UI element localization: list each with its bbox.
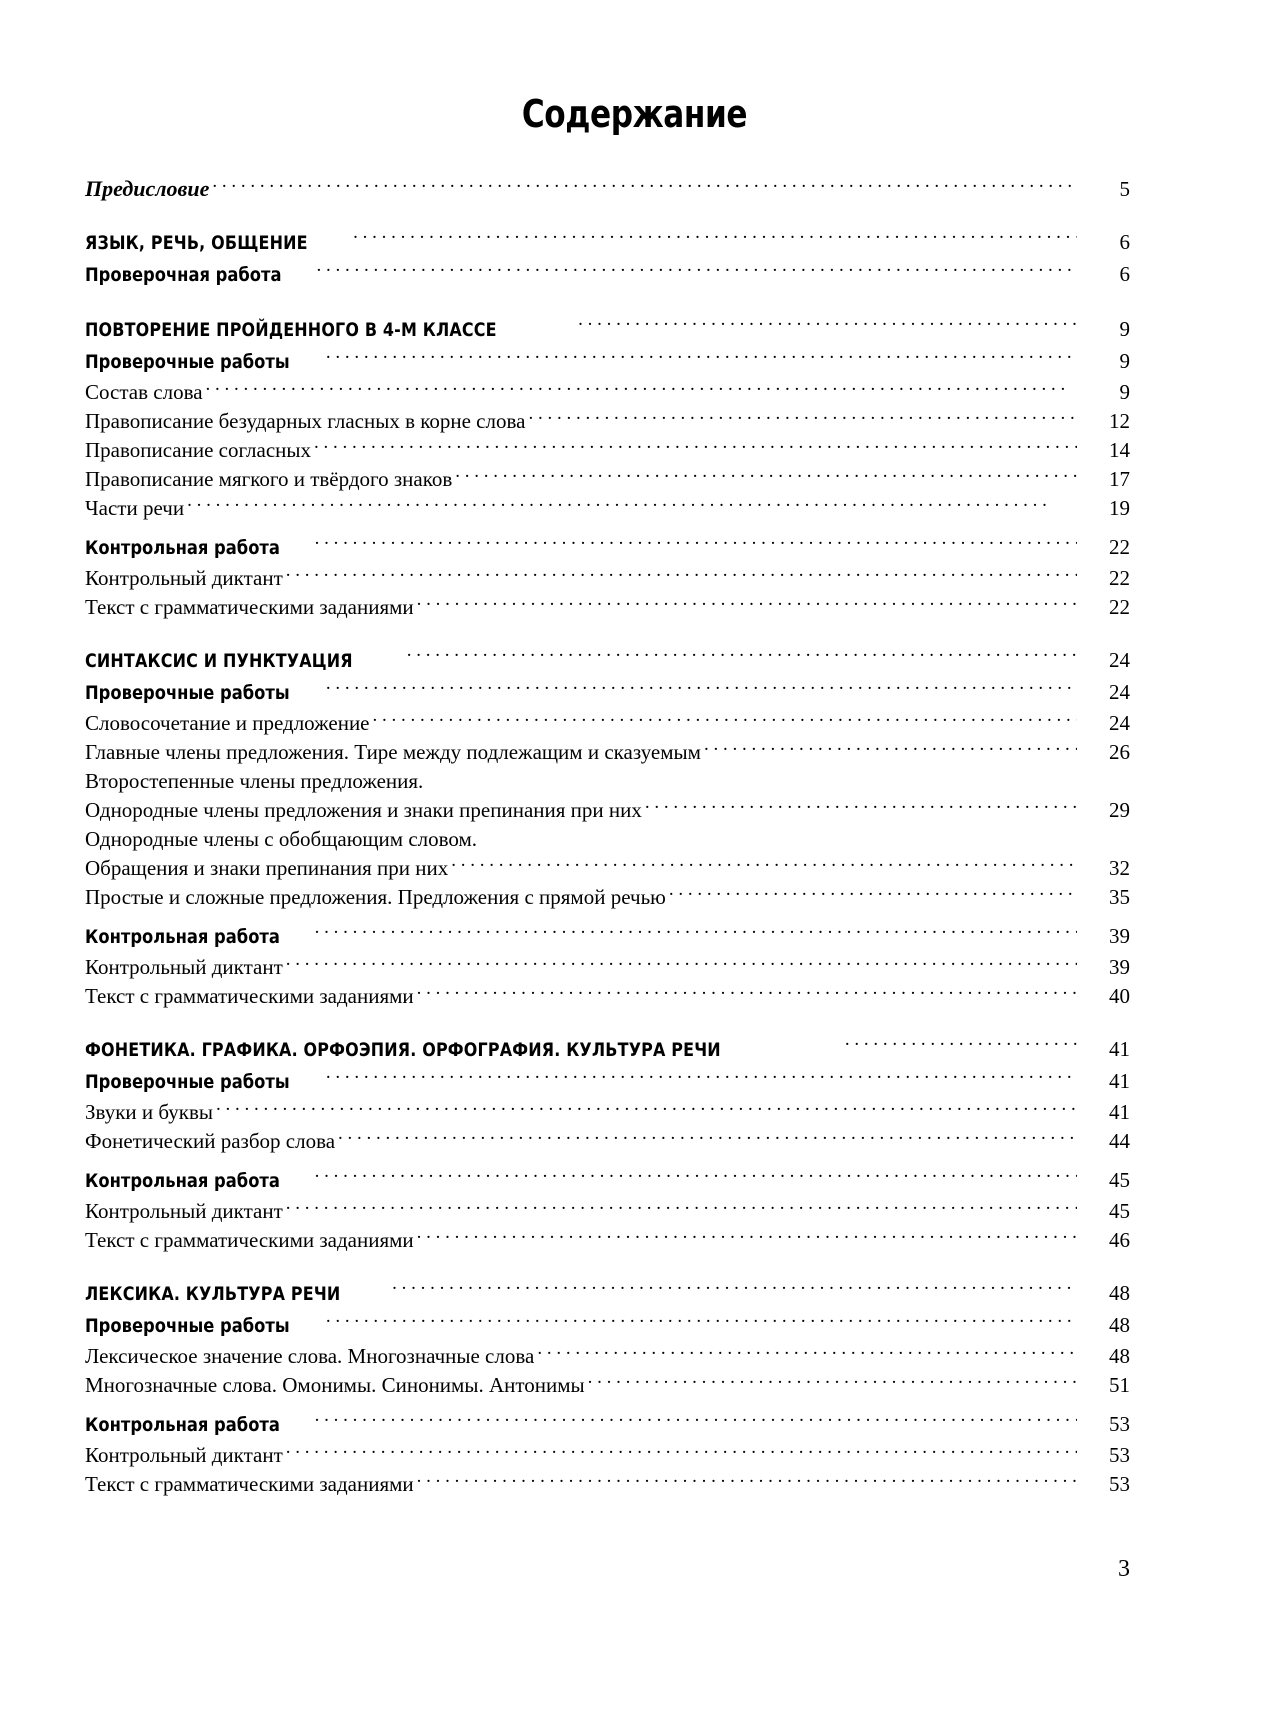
toc-entry-page-number: 41 (1109, 1069, 1130, 1093)
toc-row[interactable] (85, 532, 1130, 564)
toc-row[interactable] (85, 709, 1130, 738)
toc-row[interactable] (85, 644, 1130, 677)
toc-entry-page-number: 35 (1109, 885, 1130, 909)
toc-row[interactable] (85, 465, 1130, 494)
dot-leader (212, 180, 1077, 196)
dot-leader (588, 1376, 1077, 1392)
toc-row[interactable] (85, 226, 1130, 259)
dot-leader (392, 1284, 1077, 1300)
dot-leader (286, 958, 1077, 974)
toc-entry-label: Контрольная работа (85, 926, 280, 948)
dot-leader (326, 352, 1077, 368)
dot-leader (578, 320, 1077, 336)
dot-leader (326, 1072, 1077, 1088)
toc-entry-page-number: 53 (1109, 1472, 1130, 1496)
toc-entry-label: Правописание мягкого и твёрдого знаков (85, 467, 453, 491)
toc-entry-label: Однородные члены предложения и знаки препинания при них (85, 798, 642, 822)
toc-entry-label: Правописание безударных гласных в корне слова (85, 409, 526, 433)
section-spacer (85, 204, 1130, 226)
toc-entry-label: СИНТАКСИС И ПУНКТУАЦИЯ (85, 650, 353, 672)
dot-leader (286, 1202, 1077, 1218)
toc-entry-label: Контрольная работа (85, 1170, 280, 1192)
toc-entry-page-number: 51 (1109, 1373, 1130, 1397)
toc-entry-page-number: 29 (1109, 798, 1130, 822)
toc-entry-page-number: 24 (1109, 680, 1130, 704)
toc-entry-label: Контрольная работа (85, 1414, 280, 1436)
dot-leader (417, 1231, 1077, 1247)
toc-row[interactable] (85, 593, 1130, 622)
toc-entry-page-number: 41 (1109, 1037, 1130, 1061)
section-spacer (85, 291, 1130, 313)
section-spacer (85, 523, 1130, 532)
toc-row[interactable] (85, 1033, 1130, 1066)
toc-row[interactable] (85, 436, 1130, 465)
toc-row[interactable] (85, 1066, 1130, 1098)
toc-entry-page-number: 9 (1119, 380, 1130, 404)
toc-entry-page-number: 48 (1109, 1313, 1130, 1337)
dot-leader (528, 412, 1077, 428)
toc-row[interactable] (85, 346, 1130, 378)
toc-entry-page-number: 6 (1119, 230, 1130, 254)
section-spacer (85, 1156, 1130, 1165)
toc-entry-label: ПОВТОРЕНИЕ ПРОЙДЕННОГО В 4-М КЛАССЕ (85, 319, 497, 341)
toc-row[interactable] (85, 174, 1130, 204)
toc-entry-page-number: 32 (1109, 856, 1130, 880)
dot-leader (315, 538, 1077, 554)
toc-entry-page-number: 44 (1109, 1129, 1130, 1153)
section-spacer (85, 622, 1130, 644)
toc-row[interactable] (85, 796, 1130, 825)
toc-row[interactable] (85, 407, 1130, 436)
toc-entry-label: ЛЕКСИКА. КУЛЬТУРА РЕЧИ (85, 1283, 341, 1305)
section-spacer (85, 912, 1130, 921)
toc-entry-label: Текст с грамматическими заданиями (85, 595, 414, 619)
toc-entry-label: Многозначные слова. Омонимы. Синонимы. Антонимы (85, 1373, 585, 1397)
dot-leader (417, 598, 1077, 614)
toc-row[interactable] (85, 1409, 1130, 1441)
toc-entry-page-number: 24 (1109, 648, 1130, 672)
toc-entry-page-number: 41 (1109, 1100, 1130, 1124)
toc-row[interactable] (85, 1165, 1130, 1197)
toc-row[interactable] (85, 494, 1130, 523)
toc-entry-page-number: 53 (1109, 1443, 1130, 1467)
toc-entry-page-number: 26 (1109, 740, 1130, 764)
toc-continuation-line: Однородные члены с обобщающим словом. (85, 827, 478, 851)
dot-leader (353, 233, 1077, 249)
dot-leader (187, 499, 1077, 515)
toc-entry-label: Контрольный диктант (85, 955, 283, 979)
dot-leader (669, 888, 1077, 904)
toc-entry-page-number: 39 (1109, 924, 1130, 948)
table-of-contents (85, 174, 1130, 1499)
toc-entry-page-number: 6 (1119, 262, 1130, 286)
toc-row[interactable] (85, 1441, 1130, 1470)
toc-entry-label: Простые и сложные предложения. Предложения с прямой речью (85, 885, 666, 909)
toc-row[interactable] (85, 982, 1130, 1011)
toc-row[interactable] (85, 313, 1130, 346)
toc-entry-label: ФОНЕТИКА. ГРАФИКА. ОРФОЭПИЯ. ОРФОГРАФИЯ. КУЛЬТУРА РЕЧИ (85, 1039, 721, 1061)
toc-row[interactable] (85, 1098, 1130, 1127)
toc-entry-page-number: 22 (1109, 566, 1130, 590)
toc-row[interactable] (85, 1342, 1130, 1371)
toc-continuation-line: Второстепенные члены предложения. (85, 769, 424, 793)
toc-entry-label: Проверочная работа (85, 264, 282, 286)
toc-entry-label: Контрольный диктант (85, 566, 283, 590)
toc-entry-page-number: 14 (1109, 438, 1130, 462)
toc-entry-label: Контрольный диктант (85, 1443, 283, 1467)
toc-entry-page-number: 48 (1109, 1344, 1130, 1368)
toc-entry-label: ЯЗЫК, РЕЧЬ, ОБЩЕНИЕ (85, 232, 308, 254)
dot-leader (286, 569, 1077, 585)
toc-row[interactable] (85, 738, 1130, 767)
toc-entry-label: Состав слова (85, 380, 203, 404)
section-spacer (85, 1255, 1130, 1277)
dot-leader (704, 743, 1077, 759)
toc-entry-label: Правописание согласных (85, 438, 312, 462)
toc-entry-page-number: 45 (1109, 1199, 1130, 1223)
dot-leader (417, 987, 1077, 1003)
toc-entry-label: Проверочные работы (85, 351, 290, 373)
toc-row[interactable] (85, 259, 1130, 291)
dot-leader (417, 1475, 1077, 1491)
toc-row[interactable] (85, 1371, 1130, 1400)
dot-leader (317, 265, 1077, 281)
toc-entry-page-number: 53 (1109, 1412, 1130, 1436)
toc-entry-page-number: 5 (1119, 177, 1130, 201)
dot-leader (373, 714, 1077, 730)
toc-entry-page-number: 19 (1109, 496, 1130, 520)
toc-row[interactable] (85, 564, 1130, 593)
toc-entry-label: Части речи (85, 496, 185, 520)
toc-row[interactable] (85, 921, 1130, 953)
toc-entry-page-number: 12 (1109, 409, 1130, 433)
toc-entry-label: Контрольный диктант (85, 1199, 283, 1223)
dot-leader (315, 1415, 1077, 1431)
dot-leader (326, 683, 1077, 699)
toc-row[interactable] (85, 1470, 1130, 1499)
toc-entry-label: Главные члены предложения. Тире между подлежащим и сказуемым (85, 740, 701, 764)
dot-leader (315, 927, 1077, 943)
toc-entry-page-number: 22 (1109, 535, 1130, 559)
dot-leader (455, 470, 1077, 486)
toc-entry-label: Обращения и знаки препинания при них (85, 856, 449, 880)
dot-leader (537, 1347, 1077, 1363)
toc-row[interactable] (85, 1226, 1130, 1255)
toc-entry-label: Проверочные работы (85, 1071, 290, 1093)
toc-entry-page-number: 17 (1109, 467, 1130, 491)
toc-row[interactable] (85, 378, 1130, 407)
toc-row[interactable] (85, 883, 1130, 912)
toc-entry-label: Лексическое значение слова. Многозначные слова (85, 1344, 535, 1368)
toc-entry-page-number: 24 (1109, 711, 1130, 735)
toc-row[interactable] (85, 1277, 1130, 1310)
dot-leader (286, 1446, 1077, 1462)
dot-leader (206, 383, 1077, 399)
dot-leader (326, 1316, 1077, 1332)
toc-row[interactable] (85, 854, 1130, 883)
toc-entry-label: Предисловие (85, 176, 210, 201)
toc-entry-page-number: 9 (1119, 317, 1130, 341)
dot-leader (407, 651, 1077, 667)
toc-entry-page-number: 48 (1109, 1281, 1130, 1305)
section-spacer (85, 1400, 1130, 1409)
toc-entry-page-number: 22 (1109, 595, 1130, 619)
toc-entry-label: Проверочные работы (85, 1315, 290, 1337)
dot-leader (216, 1103, 1077, 1119)
toc-row[interactable] (85, 1127, 1130, 1156)
section-spacer (85, 1011, 1130, 1033)
toc-row[interactable] (85, 1310, 1130, 1342)
folio-page-number: 3 (1118, 1556, 1130, 1582)
dot-leader (314, 441, 1077, 457)
page-title: Содержание (521, 92, 748, 136)
toc-entry-page-number: 46 (1109, 1228, 1130, 1252)
toc-entry-label: Словосочетание и предложение (85, 711, 370, 735)
toc-row[interactable] (85, 677, 1130, 709)
toc-entry-page-number: 39 (1109, 955, 1130, 979)
dot-leader (645, 801, 1077, 817)
toc-entry-label: Проверочные работы (85, 682, 290, 704)
toc-row[interactable] (85, 953, 1130, 982)
toc-entry-label: Текст с грамматическими заданиями (85, 1228, 414, 1252)
toc-entry-label: Фонетический разбор слова (85, 1129, 336, 1153)
dot-leader (845, 1040, 1077, 1056)
toc-entry-label: Текст с грамматическими заданиями (85, 984, 414, 1008)
dot-leader (338, 1132, 1077, 1148)
dot-leader (451, 859, 1077, 875)
dot-leader (315, 1171, 1077, 1187)
toc-entry-page-number: 45 (1109, 1168, 1130, 1192)
toc-row[interactable] (85, 1197, 1130, 1226)
toc-entry-label: Текст с грамматическими заданиями (85, 1472, 414, 1496)
toc-entry-page-number: 9 (1119, 349, 1130, 373)
toc-entry-label: Звуки и буквы (85, 1100, 214, 1124)
toc-entry-label: Контрольная работа (85, 537, 280, 559)
toc-entry-page-number: 40 (1109, 984, 1130, 1008)
